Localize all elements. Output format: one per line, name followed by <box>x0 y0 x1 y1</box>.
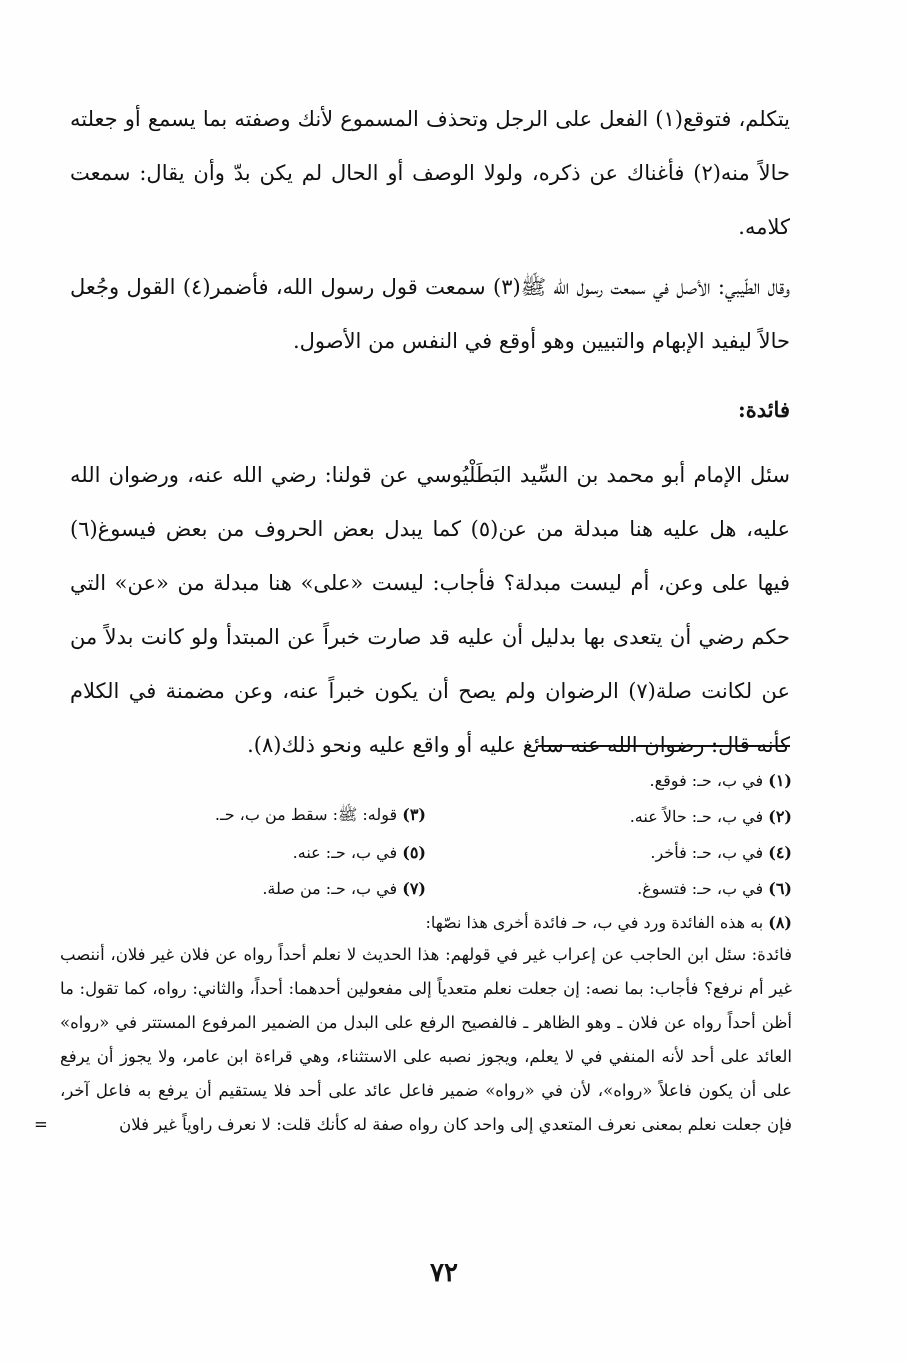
footnote-row-1 <box>60 762 792 798</box>
footnote-number: (٣) <box>402 804 426 824</box>
footnote-number: (٥) <box>402 842 426 862</box>
footnote-8 <box>60 908 792 938</box>
footnote-3 <box>60 805 426 828</box>
paragraph-3: سئل الإمام أبو محمد بن السِّيد البَطَلْيُوسي عن قولنا: رضي الله عنه، ورضوان الله عليه، هل عليه هنا مبدلة من عن(٥) كما يبدل بعض الحروف من بعض فيسوغ(٦) فيها على وعن، أم ليست مبدلة؟ فأجاب: ليست «على» هنا مبدلة من «عن» التي حكم رضي أن يتعدى بها بدليل أن عليه قد صارت خبراً عن المبتدأ ولو كانت بدلاً من عن لكانت صلة(٧) الرضوان ولم يصح أن يكون خبراً عنه، وعن مضمنة في الكلام كأنه قال: رضوان الله عنه سائغ عليه أو واقع عليه ونحو ذلك(٨). <box>70 463 790 757</box>
footnote-7 <box>60 879 426 898</box>
footnote-text: في ب، حـ: فوقع. <box>649 770 764 790</box>
footnote-number: (٨) <box>768 913 792 932</box>
footnote-number: (٧) <box>402 878 426 898</box>
footnote-text: في ب، حـ: فتسوغ. <box>637 878 764 898</box>
section-heading: فائدة: <box>737 397 790 422</box>
footnotes <box>34 762 792 1142</box>
footnote-number: (٦) <box>768 878 792 898</box>
footnote-number: (٢) <box>768 806 792 826</box>
footnote-4 <box>426 843 792 862</box>
main-text <box>70 92 790 772</box>
footnote-text: في ب، حـ: عنه. <box>292 842 398 862</box>
continuation-mark: = <box>34 1115 48 1134</box>
footnote-8-body-text: فائدة: سئل ابن الحاجب عن إعراب غير في قولهم: هذا الحديث لا نعلم أحداً رواه عن فلان غير فلان، أننصب غير أم نرفع؟ فأجاب: بما نصه: إن جعلت نعلم متعدياً إلى مفعولين أحدهما: أحداً، والثاني: رواه، كما تقول: ما أظن أحداً رواه عن فلان ـ وهو الظاهر ـ فالفصيح الرفع على البدل من الضمير المرفوع المستتر في «رواه» العائد على أحد لأنه المنفي في لا يعلم، ويجوز نصبه على الاستثناء، وهي قراءة ابن عامر، ولا يجوز أن يرفع على أن يكون فاعلاً «رواه»، لأن في «رواه» ضمير فاعل عائد على أحد فلا يستقيم أن يرفع به فاعل آخر، فإن جعلت نعلم بمعنى نعرف المتعدي إلى واحد كان رواه صفة له كأنك قلت: لا نعرف راوياً غير فلان <box>60 945 792 1134</box>
footnote-5 <box>60 843 426 862</box>
footnote-number: (٤) <box>768 842 792 862</box>
footnote-text: في ب، حـ: من صلة. <box>262 878 398 898</box>
footnote-text: قوله: ﷺ: سقط من ب، حـ. <box>214 804 398 824</box>
footnote-row-3 <box>60 834 792 870</box>
footnote-row-4 <box>60 870 792 906</box>
page-number: ٧٢ <box>430 1258 458 1288</box>
footnote-2 <box>426 807 792 826</box>
footnote-6 <box>426 879 792 898</box>
footnote-1 <box>426 771 792 790</box>
footnote-separator <box>538 745 790 747</box>
footnote-text: في ب، حـ: حالاً عنه. <box>629 806 764 826</box>
paragraph-2: وقال الطّيبي: الأصل في سمعت رسول الله ﷺ(٣) سمعت قول رسول الله، فأضمر(٤) القول وجُعل حالاً ليفيد الإبهام والتبيين وهو أوقع في النفس من الأصول. <box>70 275 791 353</box>
footnote-text: به هذه الفائدة ورد في ب، حـ فائدة أخرى هذا نصّها: <box>425 913 764 932</box>
footnote-number: (١) <box>768 770 792 790</box>
footnote-8-body <box>34 938 792 1142</box>
paragraph-1: يتكلم، فتوقع(١) الفعل على الرجل وتحذف المسموع لأنك وصفته بما يسمع أو جعلته حالاً منه(٢) فأغناك عن ذكره، ولولا الوصف أو الحال لم يكن بدّ وأن يقال: سمعت كلامه. <box>70 107 791 239</box>
footnote-row-2 <box>60 798 792 834</box>
footnote-text: في ب، حـ: فأخر. <box>650 842 764 862</box>
